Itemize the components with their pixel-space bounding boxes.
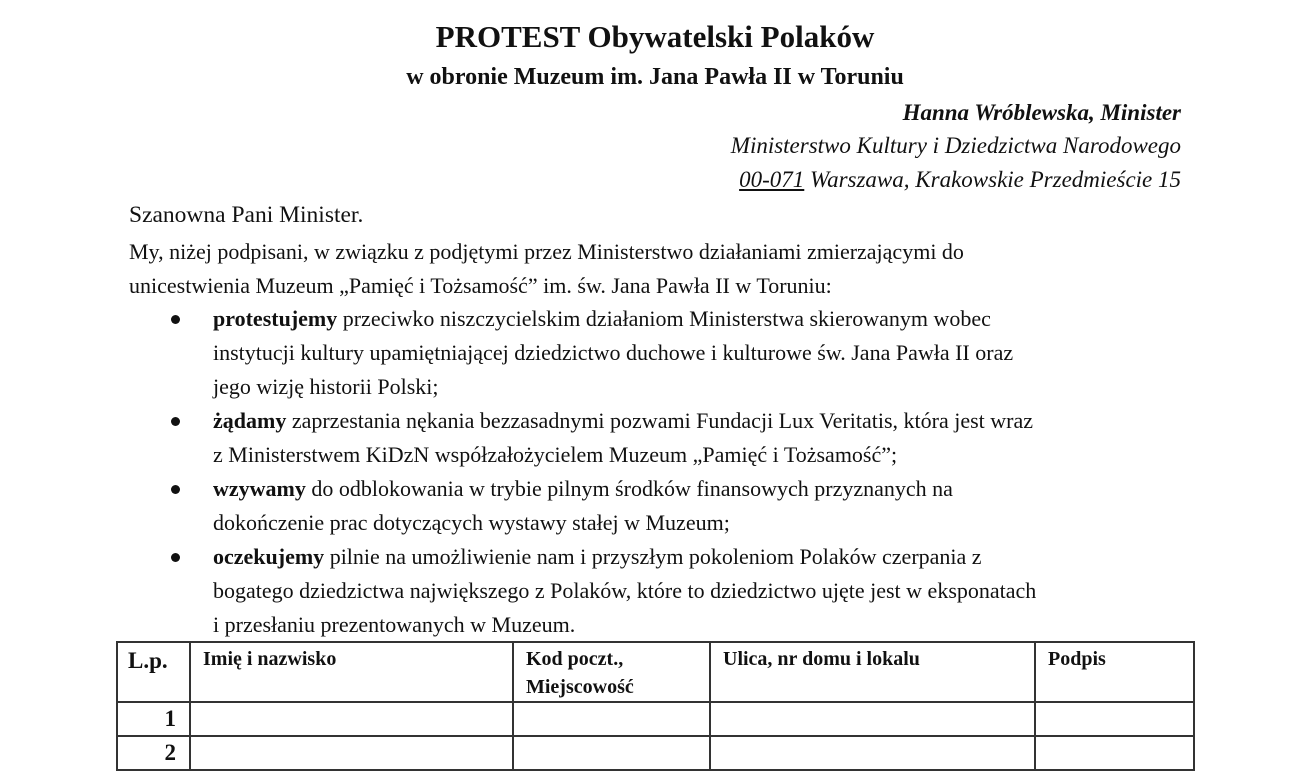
document-subtitle: w obronie Muzeum im. Jana Pawła II w Toruniu [406,64,904,90]
recipient-name: Hanna Wróblewska, Minister [902,100,1181,125]
bullet-keyword: wzywamy [213,476,306,501]
row-number: 1 [117,702,190,736]
table-row [117,702,1194,736]
signature-table [116,641,1195,771]
column-header-number: L.p. [117,642,190,702]
name-cell[interactable] [190,702,513,736]
postal-code: 00-071 [739,167,805,192]
bullet-icon [171,417,180,426]
intro-paragraph [129,235,1189,303]
street-cell[interactable] [710,702,1035,736]
bullet-keyword: oczekujemy [213,544,325,569]
intro-line: My, niżej podpisani, w związku z podjętymi przez Ministerstwo działaniami zmierzającymi do [129,239,964,264]
list-item-expect [0,540,1183,642]
intro-line: unicestwienia Muzeum „Pamięć i Tożsamość” im. św. Jana Pawła II w Toruniu: [129,273,832,298]
list-item-call [0,472,1183,540]
bullet-text: jego wizję historii Polski; [213,374,439,399]
bullet-text: pilnie na umożliwienie nam i przyszłym pokoleniom Polaków czerpania z [324,544,982,569]
signature-cell[interactable] [1035,736,1194,770]
recipient-address [739,165,1181,195]
bullet-icon [171,315,180,324]
row-number: 2 [117,736,190,770]
document-title: PROTEST Obywatelski Polaków [435,19,875,54]
street-cell[interactable] [710,736,1035,770]
bullet-text: przeciwko niszczycielskim działaniom Ministerstwa skierowanym wobec [337,306,991,331]
demands-list [0,302,1300,642]
postal-cell[interactable] [513,736,710,770]
bullet-text: i przesłaniu prezentowanych w Muzeum. [213,612,576,637]
recipient-ministry: Ministerstwo Kultury i Dziedzictwa Narodowego [730,133,1181,158]
table-header-row [117,642,1194,702]
bullet-keyword: żądamy [213,408,287,433]
column-header-postal: Kod poczt., Miejscowość [513,642,710,702]
bullet-text: zaprzestania nękania bezzasadnymi pozwami Fundacji Lux Veritatis, która jest wraz [286,408,1034,433]
postal-cell[interactable] [513,702,710,736]
table-row [117,736,1194,770]
bullet-text: z Ministerstwem KiDzN współzałożycielem Muzeum „Pamięć i Tożsamość”; [213,442,898,467]
column-header-street: Ulica, nr domu i lokalu [710,642,1035,702]
column-header-signature: Podpis [1035,642,1194,702]
bullet-keyword: protestujemy [213,306,338,331]
column-header-name: Imię i nazwisko [190,642,513,702]
bullet-icon [171,553,180,562]
name-cell[interactable] [190,736,513,770]
list-item-demand [0,404,1183,472]
bullet-text: bogatego dziedzictwa największego z Polaków, które to dziedzictwo ujęte jest w eksponatach [213,578,1037,603]
bullet-icon [171,485,180,494]
bullet-text: instytucji kultury upamiętniającej dziedzictwo duchowe i kulturowe św. Jana Pawła II oraz [213,340,1014,365]
signature-cell[interactable] [1035,702,1194,736]
greeting: Szanowna Pani Minister. [129,202,364,228]
bullet-text: do odblokowania w trybie pilnym środków finansowych przyznanych na [305,476,953,501]
street-address: Warszawa, Krakowskie Przedmieście 15 [804,167,1181,192]
list-item-protest [0,302,1183,404]
bullet-text: dokończenie prac dotyczących wystawy stałej w Muzeum; [213,510,730,535]
